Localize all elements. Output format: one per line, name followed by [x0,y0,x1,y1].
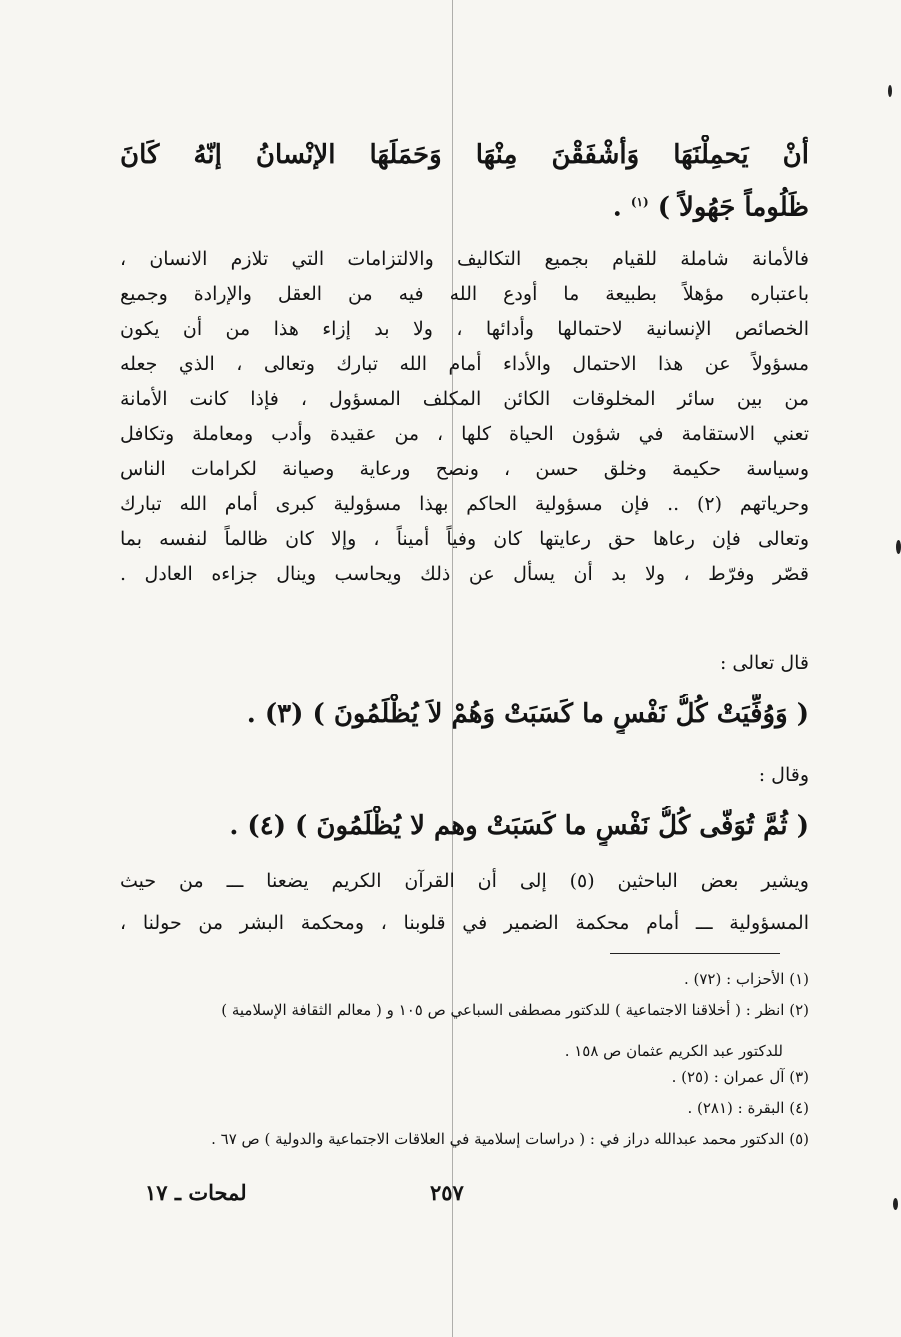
verse-quote-2: ( ثُمَّ تُوَفّى كُلُّ نَفْسٍ ما كَسَبَتْ وهم لا يُظْلَمُونَ ) (٤) . [229,811,809,841]
paragraph-line: وتعالى فإن رعاها حق رعايتها كان وفياً أميناً ، وإلا كان ظالماً لنفسه بما [120,528,809,550]
footnote: (٢) انظر : ( أخلاقنا الاجتماعية ) للدكتور مصطفى السباعي ص ١٠٥ و ( معالم الثقافة الإسلامية ) [221,1001,809,1019]
footnote: (١) الأحزاب : (٧٢) . [683,970,809,988]
verse-end: . [612,192,631,223]
footnote: (٣) آل عمران : (٢٥) . [671,1068,809,1086]
verse-text: ظَلُوماً جَهُولاً ) [648,192,809,223]
verse-line-1: أنْ يَحمِلْنَهَا وَأشْفَقْنَ مِنْهَا وَحَمَلَهَا الإنْسانُ إنّهُ كَانَ [120,140,809,170]
footnote-continuation: للدكتور عبد الكريم عثمان ص ١٥٨ . [564,1042,783,1060]
paragraph-line: قصّر وفرّط ، ولا بد أن يسأل عن ذلك ويحاسب وينال جزاءه العادل . [120,563,809,585]
paragraph-line: الخصائص الإنسانية لاحتمالها وأدائها ، ولا بد إزاء هذا من أن يكون [120,318,809,340]
paragraph-line: من بين سائر المخلوقات الكائن المكلف المسؤول ، فإذا كانت الأمانة [120,388,809,410]
verse-quote-1: ( وَوُفِّيَتْ كُلُّ نَفْسٍ ما كَسَبَتْ وَهُمْ لاَ يُظْلَمُونَ ) (٣) . [246,699,809,729]
footnote-ref: (١) [630,195,649,209]
paragraph-line: وسياسة حكيمة وخلق حسن ، ونصح ورعاية وصيانة لكرامات الناس [120,458,809,480]
paragraph-line: باعتباره مؤهلاً بطبيعة ما أودع الله فيه من العقل والإرادة وجميع [120,283,809,305]
footnote: (٤) البقرة : (٢٨١) . [687,1099,809,1117]
paragraph-line: تعني الاستقامة في شؤون الحياة كلها ، من عقيدة وأدب ومعاملة وتكافل [120,423,809,445]
verse-line-2 [120,182,809,228]
paragraph-line: المسؤولية ـــ أمام محكمة الضمير في قلوبنا ، ومحكمة البشر من حولنا ، [120,912,809,934]
signature-mark: لمحات ـ ١٧ [145,1180,247,1205]
paragraph-line: وحرياتهم (٢) .. فإن مسؤولية الحاكم بهذا مسؤولية كبرى أمام الله تبارك [120,493,809,515]
scan-speck [896,540,901,554]
page-number: ٢٥٧ [430,1180,464,1205]
footnote: (٥) الدكتور محمد عبدالله دراز في : ( دراسات إسلامية في العلاقات الاجتماعية والدولية ) ص ٦٧ . [211,1130,809,1148]
quote-intro: وقال : [758,764,809,786]
paragraph-line: ويشير بعض الباحثين (٥) إلى أن القرآن الكريم يضعنا ـــ من حيث [120,870,809,892]
footnote-separator [610,953,780,954]
paragraph-line: فالأمانة شاملة للقيام بجميع التكاليف والالتزامات التي تلازم الانسان ، [120,248,809,270]
paragraph-line: مسؤولاً عن هذا الاحتمال والأداء أمام الله تبارك وتعالى ، الذي جعله [120,353,809,375]
scan-speck [888,85,892,97]
scan-speck [893,1198,898,1210]
quote-intro: قال تعالى : [719,652,809,674]
